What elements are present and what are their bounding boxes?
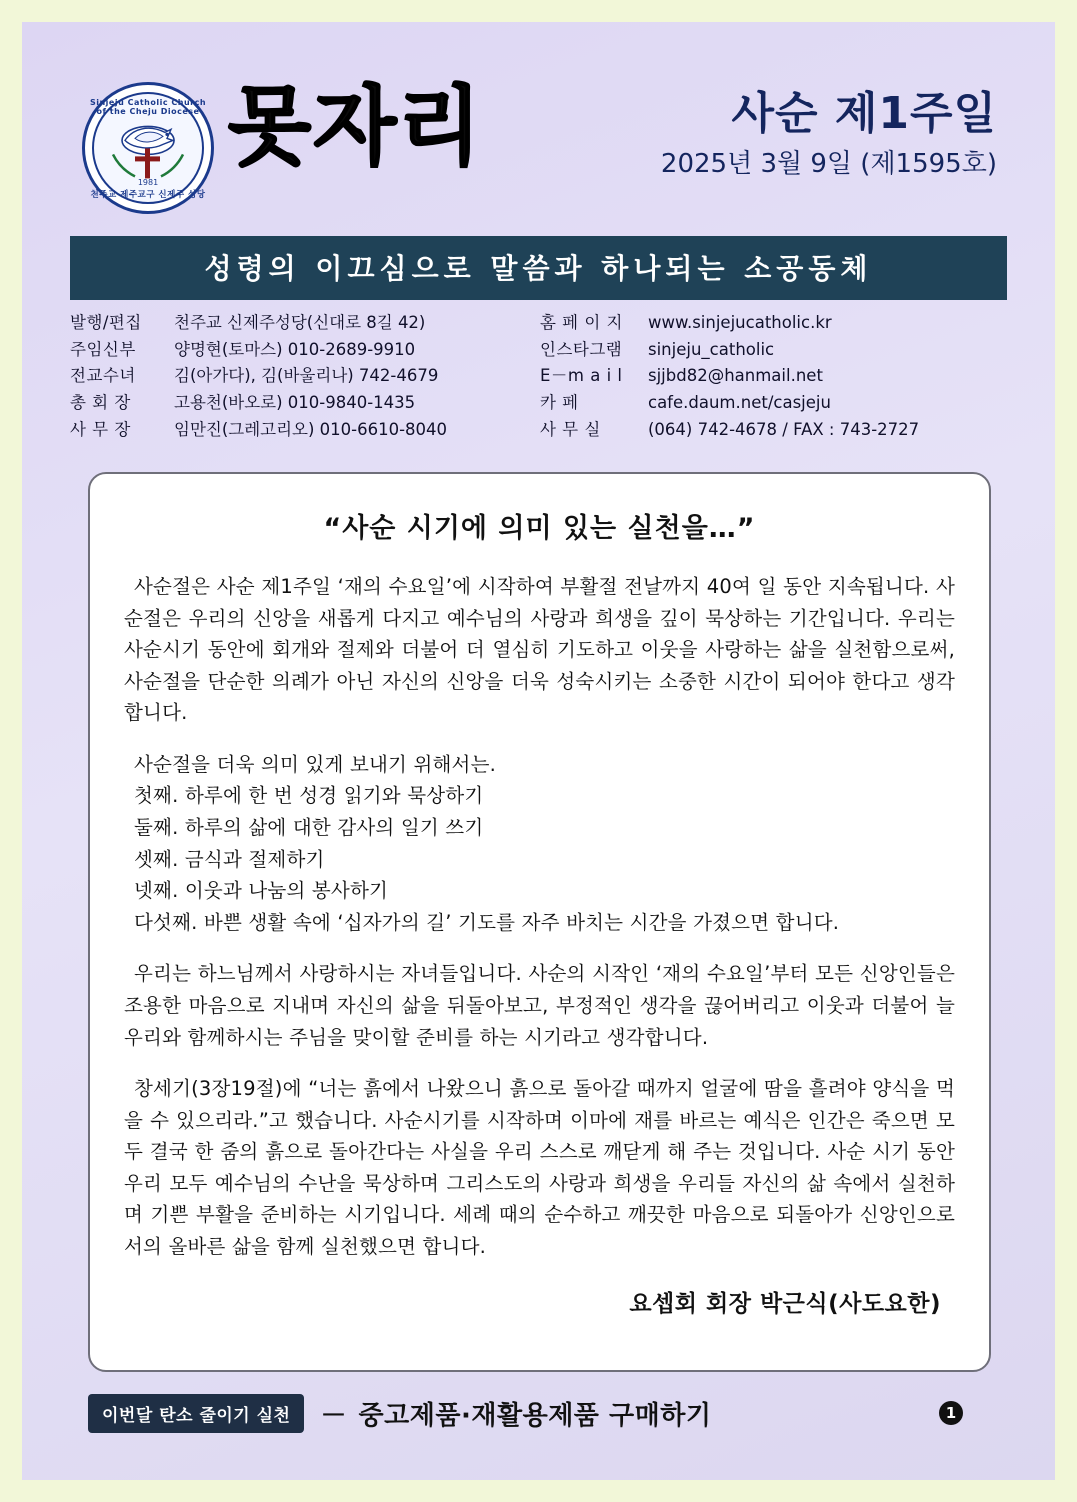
paragraph-spacer xyxy=(124,1053,955,1073)
info-row xyxy=(540,417,1007,444)
info-label: 사 무 장 xyxy=(70,419,131,439)
practice-list-item: 다섯째. 바쁜 생활 속에 ‘십자가의 길’ 기도를 자주 바치는 시간을 가졌으면 합니다. xyxy=(134,910,840,934)
contact-info xyxy=(70,310,1007,444)
practice-list-item: 둘째. 하루의 삶에 대한 감사의 일기 쓰기 xyxy=(134,816,484,840)
practice-list-item: 셋째. 금식과 절제하기 xyxy=(134,847,325,871)
info-label: 인스타그램 xyxy=(540,339,623,359)
info-row xyxy=(540,363,1007,390)
info-label: 주임신부 xyxy=(70,339,136,359)
practice-list-item: 넷째. 이웃과 나눔의 봉사하기 xyxy=(134,879,389,903)
slogan-bar: 성령의 이끄심으로 말씀과 하나되는 소공동체 xyxy=(70,236,1007,300)
masthead xyxy=(70,70,1007,230)
bulletin-page xyxy=(22,22,1055,1480)
article-signature: 요셉회 회장 박근식(사도요한) xyxy=(629,1290,941,1317)
info-row xyxy=(70,337,540,364)
info-row xyxy=(70,390,540,417)
paragraph-spacer xyxy=(124,729,955,749)
logo-arc-bottom-text: 천주교 제주교구 신제주 성당 xyxy=(90,190,206,200)
article-paragraph-3: 창세기(3장19절)에 “너는 흙에서 나왔으니 흙으로 돌아갈 때까지 얼굴에 땀을 흘려야 양식을 먹을 수 있으리라.”고 했습니다. 사순시기를 시작하며 이마에 재를 바르는 예식은 인간은 죽으면 모두 결국 한 줌의 흙으로 돌아간다는 사실을 우리 스스로 깨닫게 해 주는 것입니다. 사순 시기 동안 우리 모두 예수님의 수난을 묵상하며 그리스도의 사랑과 희생을 우리들 자신의 삶 속에서 실천하며 기쁜 부활을 준비하는 시기입니다. 세례 때의 순수하고 깨끗한 마음으로 되돌아가 신앙인으로서의 올바른 삶을 함께 실천했으면 합니다. xyxy=(124,1077,955,1258)
info-value: 양명현(토마스) 010-2689-9910 xyxy=(174,339,416,359)
dove-and-cross-icon xyxy=(105,114,191,184)
info-value: cafe.daum.net/casjeju xyxy=(648,393,831,413)
logo-arc-top-text: Sinjeju Catholic Church of the Cheju Diocese xyxy=(89,98,207,116)
article-paragraph-2: 우리는 하느님께서 사랑하시는 자녀들입니다. 사순의 시작인 ‘재의 수요일’부터 모든 신앙인들은 조용한 마음으로 지내며 자신의 삶을 뒤돌아보고, 부정적인 생각을 끊어버리고 이웃과 더불어 늘 우리와 함께하시는 주님을 맞이할 준비를 하는 시기라고 생각합니다. xyxy=(124,962,955,1049)
info-label: 홈 페 이 지 xyxy=(540,313,623,332)
issue-date: 2025년 3월 9일 (제1595호) xyxy=(660,149,997,180)
info-row xyxy=(70,417,540,444)
info-value: 고용천(바오로) 010-9840-1435 xyxy=(174,393,416,413)
info-row xyxy=(70,363,540,390)
article-box xyxy=(88,472,991,1372)
page-number: 1 xyxy=(939,1401,963,1425)
footer xyxy=(88,1392,991,1434)
paragraph-spacer xyxy=(124,938,955,958)
issue-info xyxy=(661,90,997,179)
article-paragraph-1: 사순절은 사순 제1주일 ‘재의 수요일’에 시작하여 부활절 전날까지 40여 일 동안 지속됩니다. 사순절은 우리의 신앙을 새롭게 다지고 예수님의 사랑과 희생을 깊이 묵상하는 기간입니다. 우리는 사순시기 동안에 회개와 절제와 더불어 더 열심히 기도하고 이웃을 사랑하는 삶을 실천함으로써, 사순절을 단순한 의례가 아닌 자신의 신앙을 더욱 성숙시키는 소중한 시간이 되어야 한다고 생각합니다. xyxy=(124,575,955,725)
info-label: 전교수녀 xyxy=(70,366,136,386)
article-title: “사순 시기에 의미 있는 실천을…” xyxy=(323,513,756,544)
info-label: 사 무 실 xyxy=(540,419,601,439)
logo-year: 1981 xyxy=(137,178,159,187)
carbon-reduction-badge: 이번달 탄소 줄이기 실천 xyxy=(88,1394,304,1433)
info-label: 총 회 장 xyxy=(70,393,131,413)
practice-list-intro: 사순절을 더욱 의미 있게 보내기 위해서는. xyxy=(134,752,497,776)
footer-message: 중고제품·재활용제품 구매하기 xyxy=(358,1400,712,1431)
info-value: sinjeju_catholic xyxy=(648,339,775,359)
info-row xyxy=(540,310,1007,337)
parish-logo xyxy=(82,82,214,214)
info-value: sjjbd82@hanmail.net xyxy=(648,366,823,386)
issue-title: 사순 제1주일 xyxy=(731,88,997,139)
info-label: E－m a i l xyxy=(540,366,623,386)
practice-list-item: 첫째. 하루에 한 번 성경 읽기와 묵상하기 xyxy=(134,784,484,808)
info-row xyxy=(540,337,1007,364)
info-value: 임만진(그레고리오) 010-6610-8040 xyxy=(174,419,448,439)
info-row xyxy=(540,390,1007,417)
info-label: 카 페 xyxy=(540,393,579,413)
info-value: 김(아가다), 김(바울리나) 742-4679 xyxy=(174,366,439,386)
info-value: (064) 742-4678 / FAX : 743-2727 xyxy=(648,419,920,439)
info-row xyxy=(70,310,540,337)
bulletin-title: 못자리 xyxy=(228,77,484,177)
contact-info-right-column xyxy=(540,310,1007,444)
info-value: www.sinjejucatholic.kr xyxy=(648,313,832,332)
info-value: 천주교 신제주성당(신대로 8길 42) xyxy=(174,313,426,332)
info-label: 발행/편집 xyxy=(70,313,142,332)
footer-dash: － xyxy=(320,1400,347,1431)
contact-info-left-column xyxy=(70,310,540,444)
